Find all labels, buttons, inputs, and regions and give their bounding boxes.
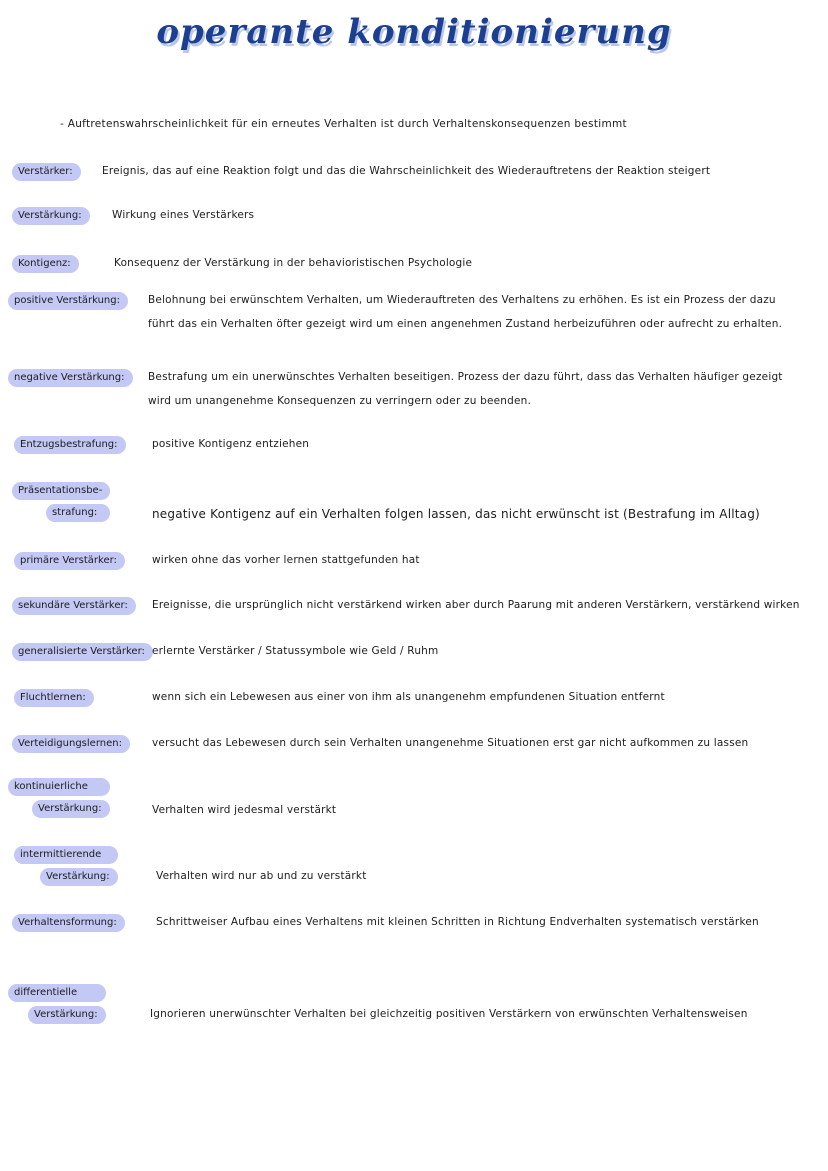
definition-positive-verstaerkung: Belohnung bei erwünschtem Verhalten, um Wiederauftreten des Verhaltens zu erhöhen. Es ist ein Prozess der dazu führt das ein Verhalten öfter gezeigt wird um einen angenehmen Zustand herbeizuführen oder aufrecht zu erhalten. (148, 294, 783, 330)
term-label-line1: kontinuierliche (8, 778, 110, 796)
page-title: operante konditionierung (156, 12, 672, 52)
term-label-line2: Verstärkung: (40, 868, 118, 886)
intro-text: - Auftretenswahrscheinlichkeit für ein erneutes Verhalten ist durch Verhaltenskonsequenzen bestimmt (60, 118, 627, 130)
term-negative-verstaerkung (8, 369, 133, 387)
term-label-line2: Verstärkung: (28, 1006, 106, 1024)
term-label: sekundäre Verstärker: (12, 597, 136, 615)
term-label-line1: intermittierende (14, 846, 118, 864)
term-kontigenz (12, 255, 79, 273)
definition-intermittierende-verstaerkung: Verhalten wird nur ab und zu verstärkt (156, 870, 367, 882)
definition-verteidigungslernen: versucht das Lebewesen durch sein Verhalten unangenehme Situationen erst gar nicht aufkommen zu lassen (152, 737, 749, 749)
definition-primaere-verstaerker: wirken ohne das vorher lernen stattgefunden hat (152, 554, 420, 566)
definition-verstaerkung: Wirkung eines Verstärkers (112, 209, 255, 221)
definition-verstaerker: Ereignis, das auf eine Reaktion folgt und das die Wahrscheinlichkeit des Wiederauftretens der Reaktion steigert (102, 165, 711, 177)
term-label: Verstärker: (12, 163, 81, 181)
term-intermittierende-verstaerkung (14, 846, 118, 886)
term-label: Fluchtlernen: (14, 689, 94, 707)
definition-praesentationsbestrafung: negative Kontigenz auf ein Verhalten folgen lassen, das nicht erwünscht ist (Bestrafung im Alltag) (152, 507, 760, 521)
term-positive-verstaerkung (8, 292, 128, 310)
term-label: generalisierte Verstärker: (12, 643, 153, 661)
definition-fluchtlernen: wenn sich ein Lebewesen aus einer von ihm als unangenehm empfundenen Situation entfernt (152, 691, 665, 703)
definition-entzugsbestrafung: positive Kontigenz entziehen (152, 438, 310, 450)
term-label-line1: Präsentationsbe- (12, 482, 110, 500)
term-label: positive Verstärkung: (8, 292, 128, 310)
term-sekundaere-verstaerker (12, 597, 136, 615)
definition-verhaltensformung: Schrittweiser Aufbau eines Verhaltens mit kleinen Schritten in Richtung Endverhalten systematisch verstärken (156, 916, 759, 928)
term-label: Entzugsbestrafung: (14, 436, 126, 454)
term-label-line2: strafung: (46, 504, 110, 522)
term-entzugsbestrafung (14, 436, 126, 454)
term-label: Verteidigungslernen: (12, 735, 130, 753)
term-label-line2: Verstärkung: (32, 800, 110, 818)
definition-kontinuierliche-verstaerkung: Verhalten wird jedesmal verstärkt (152, 804, 337, 816)
term-verteidigungslernen (12, 735, 130, 753)
term-verstaerkung (12, 207, 90, 225)
term-label: primäre Verstärker: (14, 552, 125, 570)
term-kontinuierliche-verstaerkung (8, 778, 110, 818)
term-verstaerker (12, 163, 81, 181)
term-label-line1: differentielle (8, 984, 106, 1002)
term-verhaltensformung (12, 914, 125, 932)
definition-kontigenz: Konsequenz der Verstärkung in der behavioristischen Psychologie (114, 257, 473, 269)
term-fluchtlernen (14, 689, 94, 707)
term-generalisierte-verstaerker (12, 643, 153, 661)
term-label: Verhaltensformung: (12, 914, 125, 932)
term-differentielle-verstaerkung (8, 984, 106, 1024)
definition-sekundaere-verstaerker: Ereignisse, die ursprünglich nicht verstärkend wirken aber durch Paarung mit anderen Verstärkern, verstärkend wirken (152, 599, 800, 611)
definition-differentielle-verstaerkung: Ignorieren unerwünschter Verhalten bei gleichzeitig positiven Verstärkern von erwünschten Verhaltensweisen (150, 1008, 748, 1020)
term-praesentationsbestrafung (12, 482, 110, 522)
term-label: Kontigenz: (12, 255, 79, 273)
term-label: Verstärkung: (12, 207, 90, 225)
term-label: negative Verstärkung: (8, 369, 133, 387)
term-primaere-verstaerker (14, 552, 125, 570)
definition-generalisierte-verstaerker: erlernte Verstärker / Statussymbole wie Geld / Ruhm (152, 645, 439, 657)
definition-negative-verstaerkung: Bestrafung um ein unerwünschtes Verhalten beseitigen. Prozess der dazu führt, dass das Verhalten häufiger gezeigt wird um unangenehme Konsequenzen zu verringern oder zu beenden. (148, 371, 783, 407)
